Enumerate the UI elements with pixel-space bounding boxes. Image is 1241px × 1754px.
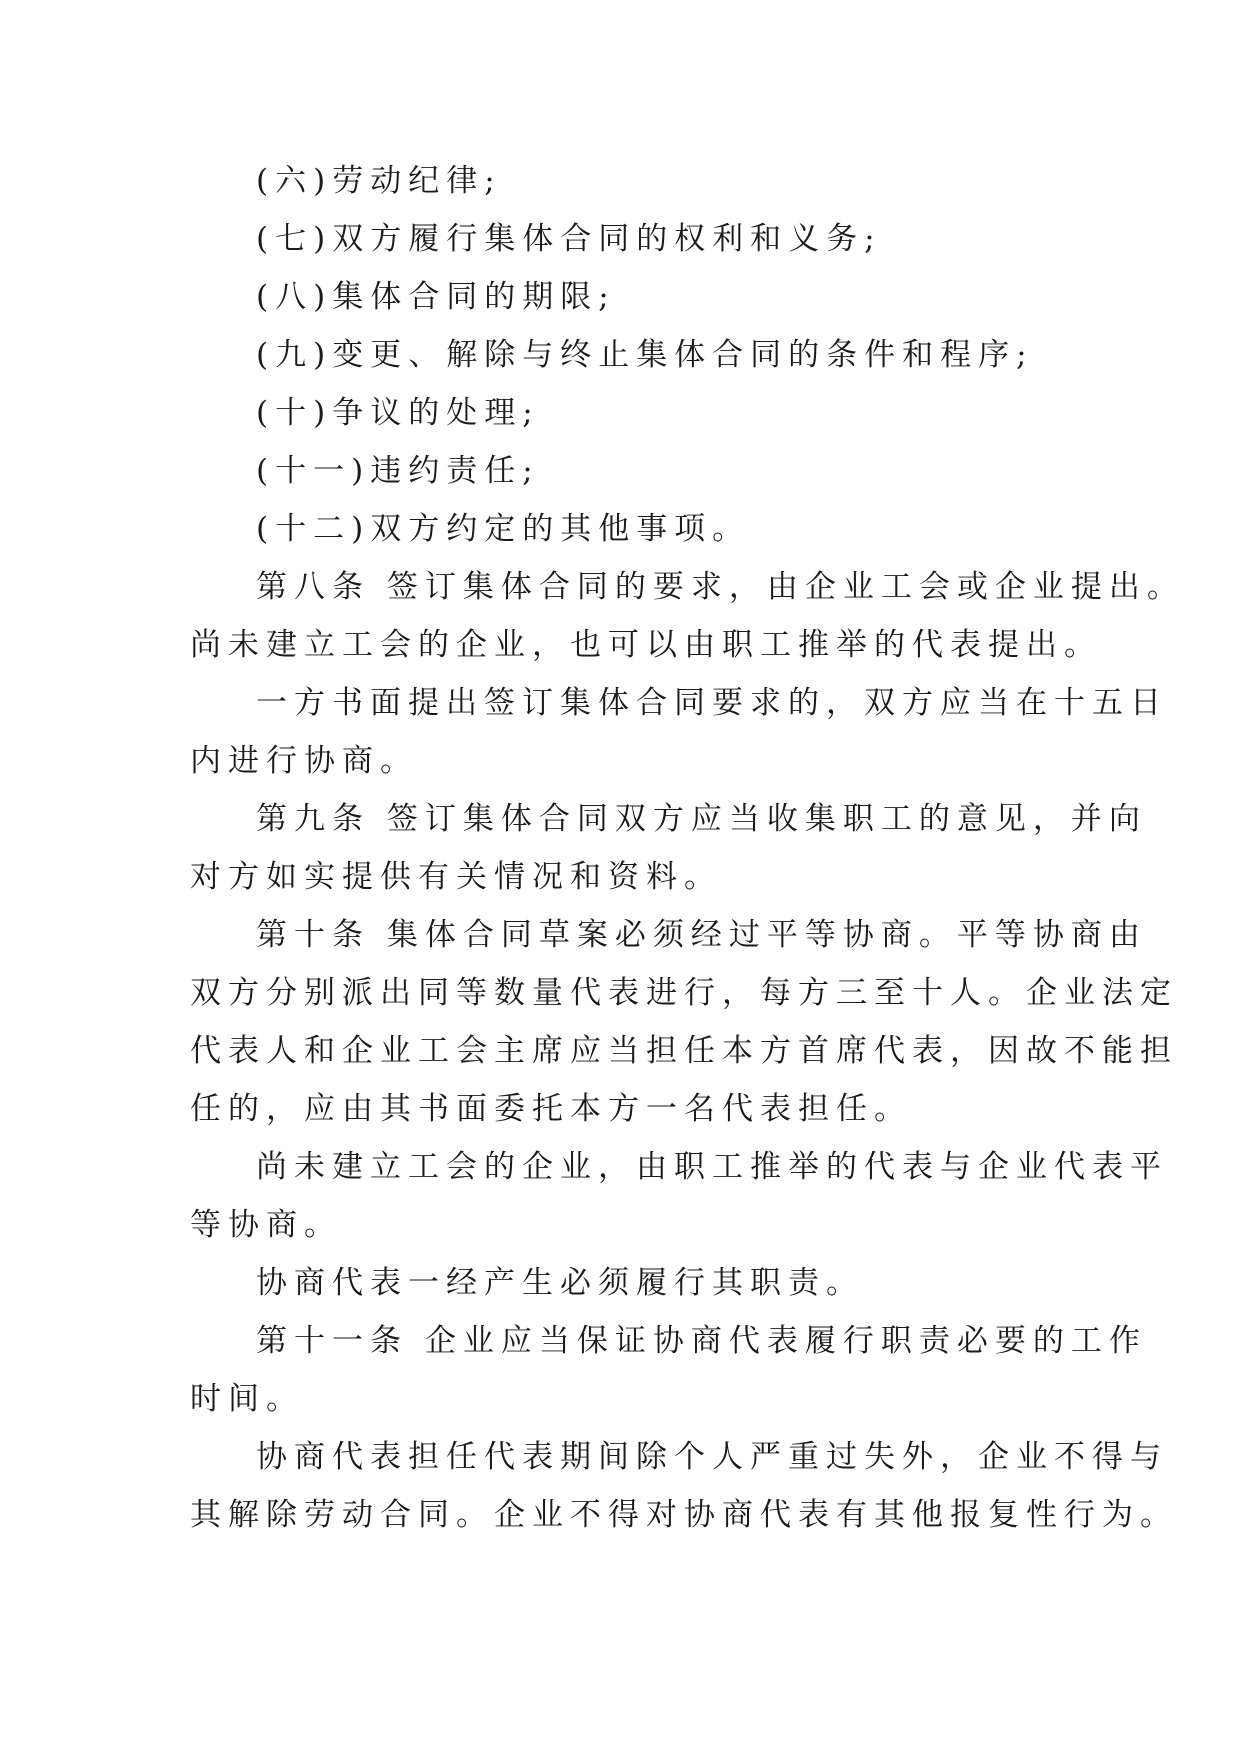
text-line: 时间。 — [190, 1381, 304, 1417]
text-line: 任的，应由其书面委托本方一名代表担任。 — [190, 1091, 912, 1127]
text-line: 等协商。 — [190, 1207, 342, 1243]
text-line: 尚未建立工会的企业，也可以由职工推举的代表提出。 — [190, 627, 1102, 663]
text-line: 协商代表担任代表期间除个人严重过失外，企业不得与 — [256, 1439, 1168, 1475]
document-body — [190, 152, 1185, 1544]
text-line: 第八条 签订集体合同的要求，由企业工会或企业提出。 — [256, 569, 1185, 605]
text-line: 双方分别派出同等数量代表进行，每方三至十人。企业法定 — [190, 975, 1178, 1011]
text-line: 其解除劳动合同。企业不得对协商代表有其他报复性行为。 — [190, 1497, 1178, 1533]
text-line: 第十条 集体合同草案必须经过平等协商。平等协商由 — [256, 917, 1147, 953]
text-line: 代表人和企业工会主席应当担任本方首席代表，因故不能担 — [190, 1033, 1178, 1069]
text-line: 第十一条 企业应当保证协商代表履行职责必要的工作 — [256, 1323, 1147, 1359]
text-line: (十二)双方约定的其他事项。 — [256, 511, 751, 547]
text-line: 协商代表一经产生必须履行其职责。 — [256, 1265, 864, 1301]
text-line: (八)集体合同的期限; — [256, 279, 616, 315]
text-line: (十一)违约责任; — [256, 453, 540, 489]
text-line: (七)双方履行集体合同的权利和义务; — [256, 221, 882, 257]
text-line: 一方书面提出签订集体合同要求的，双方应当在十五日 — [256, 685, 1168, 721]
text-line: (六)劳动纪律; — [256, 163, 502, 199]
text-line: (九)变更、解除与终止集体合同的条件和程序; — [256, 337, 1034, 373]
text-line: (十)争议的处理; — [256, 395, 540, 431]
text-line: 对方如实提供有关情况和资料。 — [190, 859, 722, 895]
text-line: 第九条 签订集体合同双方应当收集职工的意见，并向 — [256, 801, 1147, 837]
text-line: 尚未建立工会的企业，由职工推举的代表与企业代表平 — [256, 1149, 1168, 1185]
text-line: 内进行协商。 — [190, 743, 418, 779]
